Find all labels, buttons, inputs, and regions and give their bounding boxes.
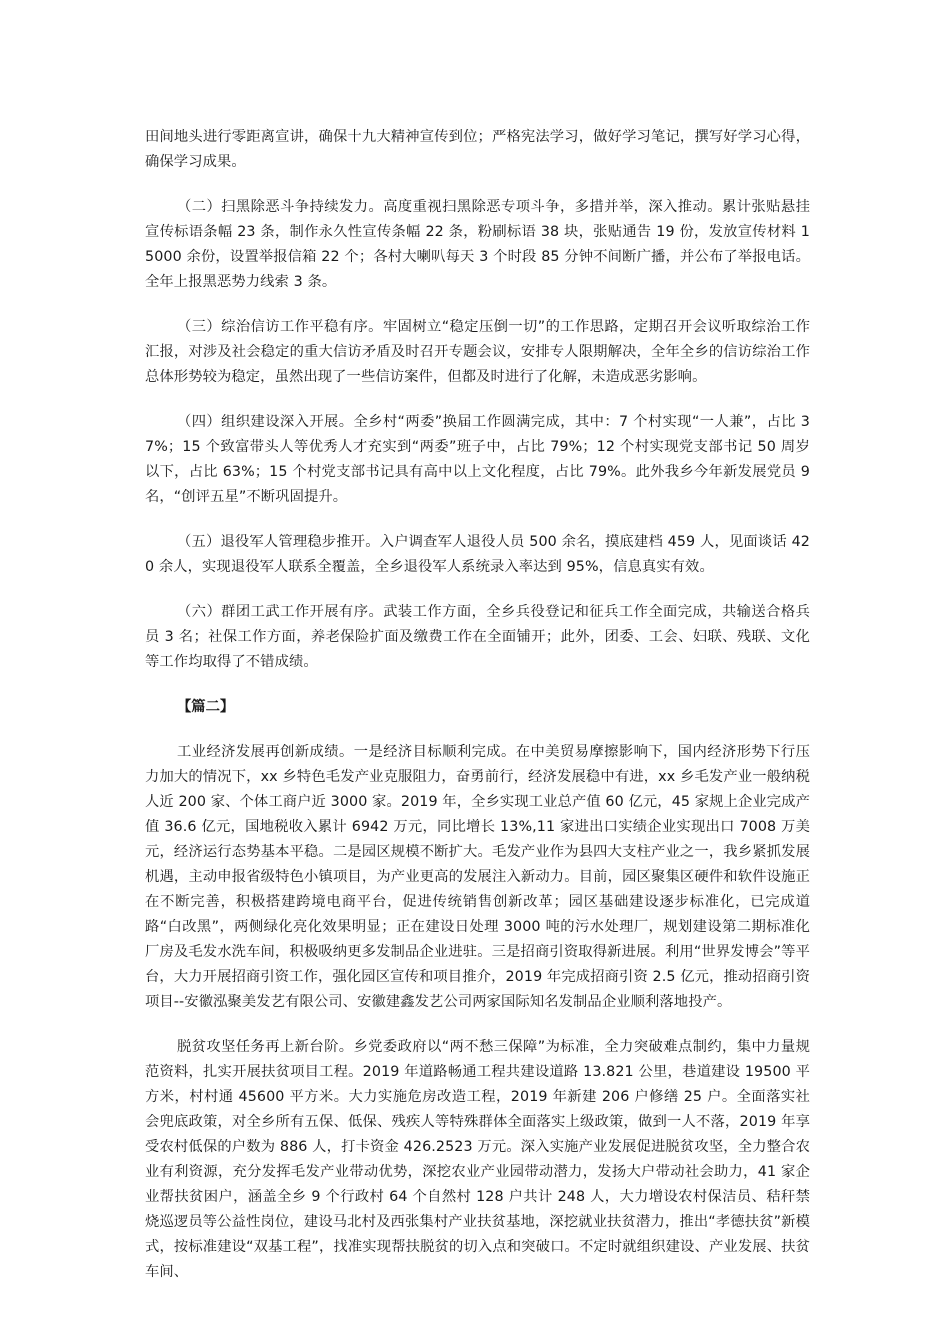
paragraph-1: 田间地头进行零距离宣讲，确保十九大精神宣传到位；严格宪法学习，做好学习笔记，撰写好学习心得，确保学习成果。	[145, 129, 810, 170]
paragraph-5: （五）退役军人管理稳步推开。入户调查军人退役人员 500 余名，摸底建档 459 人，见面谈话 420 余人，实现退役军人联系全覆盖，全乡退役军人系统录入率达到 95%，信息真实有效。	[145, 534, 810, 575]
section-heading: 【篇二】	[177, 699, 235, 715]
paragraph-3: （三）综治信访工作平稳有序。牢固树立“稳定压倒一切”的工作思路，定期召开会议听取综治工作汇报，对涉及社会稳定的重大信访矛盾及时召开专题会议，安排专人限期解决，全年全乡的信访综治工作总体形势较为稳定，虽然出现了一些信访案件，但都及时进行了化解，未造成恶劣影响。	[145, 319, 810, 385]
document-page	[145, 125, 810, 1305]
paragraph-4: （四）组织建设深入开展。全乡村“两委”换届工作圆满完成，其中：7 个村实现“一人兼”，占比 37%；15 个致富带头人等优秀人才充实到“两委”班子中，占比 79%；12 个村实现党支部书记 50 周岁以下，占比 63%；15 个村党支部书记具有高中以上文化程度，占比 79%。此外我乡今年新发展党员 9 名，“创评五星”不断巩固提升。	[145, 414, 810, 505]
section-paragraph-1: 工业经济发展再创新成绩。一是经济目标顺利完成。在中美贸易摩擦影响下，国内经济形势下行压力加大的情况下，xx 乡特色毛发产业克服阻力，奋勇前行，经济发展稳中有进，xx 乡毛发产业一般纳税人近 200 家、个体工商户近 3000 家。2019 年，全乡实现工业总产值 60 亿元，45 家规上企业完成产值 36.6 亿元，国地税收入累计 6942 万元，同比增长 13%,11 家进出口实绩企业实现出口 7008 万美元，经济运行态势基本平稳。二是园区规模不断扩大。毛发产业作为县四大支柱产业之一，我乡紧抓发展机遇，主动申报省级特色小镇项目，为产业更高的发展注入新动力。目前，园区聚集区硬件和软件设施正在不断完善，积极搭建跨境电商平台，促进传统销售创新改革；园区基础建设逐步标准化，已完成道路“白改黑”，两侧绿化亮化效果明显；正在建设日处理 3000 吨的污水处理厂，规划建设第二期标准化厂房及毛发水洗车间，积极吸纳更多发制品企业进驻。三是招商引资取得新进展。利用“世界发博会”等平台，大力开展招商引资工作，强化园区宣传和项目推介，2019 年完成招商引资 2.5 亿元，推动招商引资项目--安徽泓聚美发艺有限公司、安徽建鑫发艺公司两家国际知名发制品企业顺利落地投产。	[145, 744, 810, 1010]
paragraph-6: （六）群团工武工作开展有序。武装工作方面，全乡兵役登记和征兵工作全面完成，共输送合格兵员 3 名；社保工作方面，养老保险扩面及缴费工作在全面铺开；此外，团委、工会、妇联、残联、文化等工作均取得了不错成绩。	[145, 604, 810, 670]
paragraph-2: （二）扫黑除恶斗争持续发力。高度重视扫黑除恶专项斗争，多措并举，深入推动。累计张贴悬挂宣传标语条幅 23 条，制作永久性宣传条幅 22 条，粉刷标语 38 块，张贴通告 19 份，发放宣传材料 15000 余份，设置举报信箱 22 个；各村大喇叭每天 3 个时段 85 分钟不间断广播，并公布了举报电话。全年上报黑恶势力线索 3 条。	[145, 199, 810, 290]
section-paragraph-2: 脱贫攻坚任务再上新台阶。乡党委政府以“两不愁三保障”为标准，全力突破难点制约，集中力量规范资料，扎实开展扶贫项目工程。2019 年道路畅通工程共建设道路 13.821 公里，巷道建设 19500 平方米，村村通 45600 平方米。大力实施危房改造工程，2019 年新建 206 户修缮 25 户。全面落实社会兜底政策，对全乡所有五保、低保、残疾人等特殊群体全面落实上级政策，做到一人不落，2019 年享受农村低保的户数为 886 人，打卡资金 426.2523 万元。深入实施产业发展促进脱贫攻坚，全力整合农业有利资源，充分发挥毛发产业带动优势，深挖农业产业园带动潜力，发扬大户带动社会助力，41 家企业帮扶贫困户，涵盖全乡 9 个行政村 64 个自然村 128 户共计 248 人，大力增设农村保洁员、秸秆禁烧巡逻员等公益性岗位，建设马北村及西张集村产业扶贫基地，深挖就业扶贫潜力，推出“孝德扶贫”新模式，按标准建设“双基工程”，找准实现帮扶脱贫的切入点和突破口。不定时就组织建设、产业发展、扶贫车间、	[145, 1039, 810, 1280]
